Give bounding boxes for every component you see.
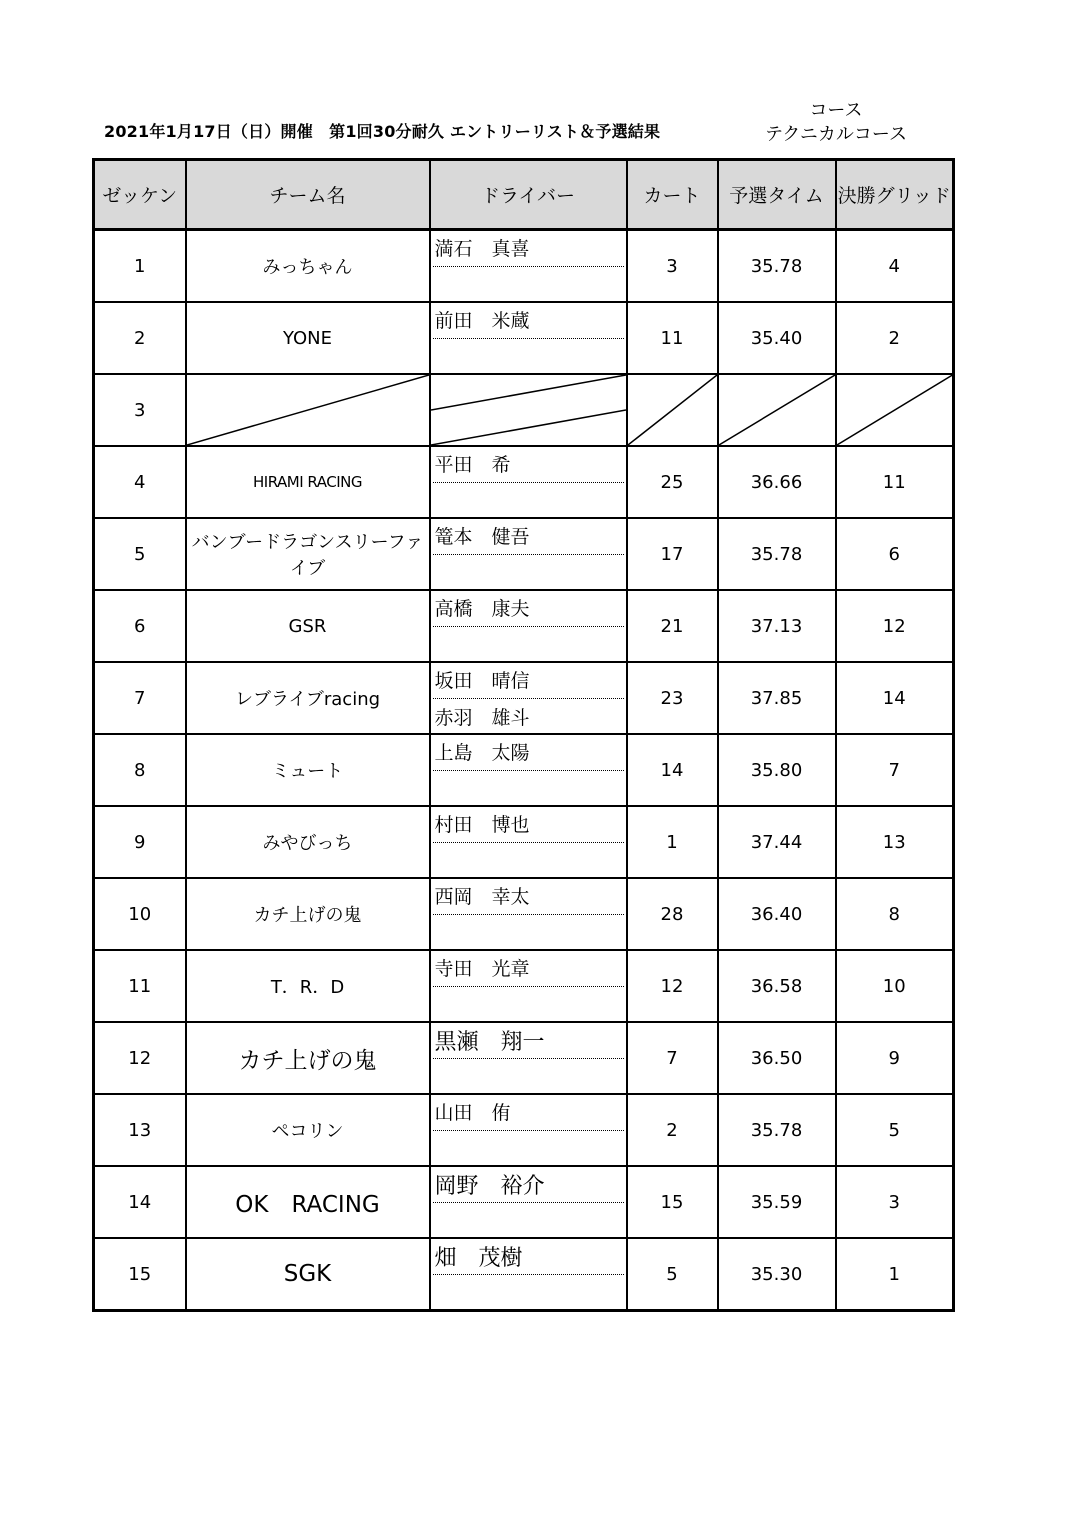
kart-number: 5 <box>627 1238 718 1311</box>
kart-number: 11 <box>627 302 718 374</box>
course-name: テクニカルコース <box>764 124 908 145</box>
driver-cell <box>430 806 627 878</box>
driver-name: 平田 希 <box>434 454 511 476</box>
entry-number: 5 <box>94 518 186 590</box>
col-header-qualifying-time: 予選タイム <box>718 160 836 230</box>
entry-number: 13 <box>94 1094 186 1166</box>
dotted-divider <box>433 338 624 339</box>
entry-number: 8 <box>94 734 186 806</box>
dotted-divider <box>433 554 624 555</box>
final-grid: 9 <box>836 1022 954 1094</box>
dotted-divider <box>433 482 624 483</box>
entry-number: 11 <box>94 950 186 1022</box>
dotted-divider <box>433 914 624 915</box>
strike-lines <box>719 375 835 445</box>
time-empty <box>718 374 836 446</box>
course-label: コース <box>809 100 863 121</box>
driver-name: 上島 太陽 <box>434 742 530 764</box>
team-name: バンブードラゴンスリーファイブ <box>186 518 430 590</box>
col-header-kart: カート <box>627 160 718 230</box>
table-row <box>94 374 954 446</box>
team-name: みっちゃん <box>186 230 430 303</box>
dotted-divider <box>433 698 624 699</box>
entry-number: 6 <box>94 590 186 662</box>
team-name: OK RACING <box>186 1166 430 1238</box>
col-header-driver: ドライバー <box>430 160 627 230</box>
kart-number: 15 <box>627 1166 718 1238</box>
qualifying-time: 36.50 <box>718 1022 836 1094</box>
final-grid: 2 <box>836 302 954 374</box>
final-grid: 4 <box>836 230 954 303</box>
qualifying-time: 37.44 <box>718 806 836 878</box>
team-name: YONE <box>186 302 430 374</box>
col-header-team: チーム名 <box>186 160 430 230</box>
dotted-divider <box>433 770 624 771</box>
kart-number: 1 <box>627 806 718 878</box>
driver-cell <box>430 1022 627 1094</box>
driver-name: 篭本 健吾 <box>434 526 530 548</box>
col-header-final-grid: 決勝グリッド <box>836 160 954 230</box>
dotted-divider <box>433 626 624 627</box>
header-row <box>94 160 954 230</box>
final-grid: 3 <box>836 1166 954 1238</box>
table-row <box>94 1094 954 1166</box>
grid-empty <box>836 374 954 446</box>
final-grid: 6 <box>836 518 954 590</box>
dotted-divider <box>433 1058 624 1059</box>
kart-number: 21 <box>627 590 718 662</box>
qualifying-time: 35.40 <box>718 302 836 374</box>
driver-cell <box>430 302 627 374</box>
kart-number: 25 <box>627 446 718 518</box>
driver-name: 岡野 裕介 <box>434 1174 545 1199</box>
entry-number: 12 <box>94 1022 186 1094</box>
final-grid: 11 <box>836 446 954 518</box>
entry-table <box>92 158 955 1312</box>
final-grid: 12 <box>836 590 954 662</box>
driver-name-2: 赤羽 雄斗 <box>434 707 530 729</box>
table-row <box>94 1022 954 1094</box>
driver-name: 満石 真喜 <box>434 238 530 260</box>
dotted-divider <box>433 1130 624 1131</box>
table-row <box>94 1166 954 1238</box>
strike-lines <box>187 375 429 445</box>
driver-cell <box>430 734 627 806</box>
team-name: ミュート <box>186 734 430 806</box>
table-row <box>94 950 954 1022</box>
driver-name: 坂田 晴信 <box>434 670 530 692</box>
table-row <box>94 734 954 806</box>
driver-name: 山田 侑 <box>434 1102 511 1124</box>
driver-cell <box>430 1094 627 1166</box>
qualifying-time: 35.59 <box>718 1166 836 1238</box>
entry-number: 9 <box>94 806 186 878</box>
driver-cell <box>430 1238 627 1311</box>
table-row <box>94 590 954 662</box>
final-grid: 1 <box>836 1238 954 1311</box>
driver-cell <box>430 878 627 950</box>
team-name: T．R．D <box>186 950 430 1022</box>
driver-empty <box>430 374 627 446</box>
driver-name: 寺田 光章 <box>434 958 530 980</box>
strike-lines <box>628 375 717 445</box>
dotted-divider <box>433 1202 624 1203</box>
entry-number: 15 <box>94 1238 186 1311</box>
driver-name: 高橋 康夫 <box>434 598 530 620</box>
table-row <box>94 446 954 518</box>
final-grid: 14 <box>836 662 954 734</box>
table-row <box>94 662 954 734</box>
table-row <box>94 1238 954 1311</box>
kart-number: 23 <box>627 662 718 734</box>
entry-number: 10 <box>94 878 186 950</box>
kart-number: 12 <box>627 950 718 1022</box>
final-grid: 13 <box>836 806 954 878</box>
kart-number: 14 <box>627 734 718 806</box>
driver-cell <box>430 518 627 590</box>
team-name-empty <box>186 374 430 446</box>
qualifying-time: 36.40 <box>718 878 836 950</box>
qualifying-time: 36.58 <box>718 950 836 1022</box>
qualifying-time: 36.66 <box>718 446 836 518</box>
team-name: カチ上げの鬼 <box>186 1022 430 1094</box>
kart-number: 3 <box>627 230 718 303</box>
driver-name: 西岡 幸太 <box>434 886 530 908</box>
driver-name: 前田 米蔵 <box>434 310 530 332</box>
table-row <box>94 878 954 950</box>
qualifying-time: 35.78 <box>718 1094 836 1166</box>
final-grid: 5 <box>836 1094 954 1166</box>
team-name: カチ上げの鬼 <box>186 878 430 950</box>
page-title: 2021年1月17日（日）開催 第1回30分耐久 エントリーリスト＆予選結果 <box>104 122 661 141</box>
qualifying-time: 35.78 <box>718 230 836 303</box>
entry-number: 1 <box>94 230 186 303</box>
team-name: HIRAMI RACING <box>186 446 430 518</box>
col-header-number: ゼッケン <box>94 160 186 230</box>
qualifying-time: 37.85 <box>718 662 836 734</box>
dotted-divider <box>433 986 624 987</box>
driver-cell <box>430 662 627 734</box>
course-info <box>748 99 924 147</box>
kart-number: 28 <box>627 878 718 950</box>
driver-cell <box>430 590 627 662</box>
driver-cell <box>430 950 627 1022</box>
entry-number: 2 <box>94 302 186 374</box>
team-name: GSR <box>186 590 430 662</box>
qualifying-time: 37.13 <box>718 590 836 662</box>
team-name: ペコリン <box>186 1094 430 1166</box>
table-row <box>94 806 954 878</box>
driver-cell <box>430 1166 627 1238</box>
entry-number: 14 <box>94 1166 186 1238</box>
kart-number: 17 <box>627 518 718 590</box>
kart-number: 2 <box>627 1094 718 1166</box>
table-row <box>94 302 954 374</box>
driver-cell <box>430 230 627 303</box>
qualifying-time: 35.78 <box>718 518 836 590</box>
strike-lines <box>837 375 953 445</box>
strike-lines <box>431 375 626 445</box>
final-grid: 10 <box>836 950 954 1022</box>
final-grid: 7 <box>836 734 954 806</box>
table-row <box>94 230 954 303</box>
table-row <box>94 518 954 590</box>
kart-empty <box>627 374 718 446</box>
driver-cell <box>430 446 627 518</box>
team-name: みやびっち <box>186 806 430 878</box>
qualifying-time: 35.30 <box>718 1238 836 1311</box>
dotted-divider <box>433 1274 624 1275</box>
driver-name: 黒瀬 翔一 <box>434 1030 545 1055</box>
team-name: レブライブracing <box>186 662 430 734</box>
qualifying-time: 35.80 <box>718 734 836 806</box>
dotted-divider <box>433 842 624 843</box>
driver-name: 村田 博也 <box>434 814 530 836</box>
entry-number: 3 <box>94 374 186 446</box>
entry-number: 7 <box>94 662 186 734</box>
entry-number: 4 <box>94 446 186 518</box>
team-name: SGK <box>186 1238 430 1311</box>
dotted-divider <box>433 266 624 267</box>
kart-number: 7 <box>627 1022 718 1094</box>
driver-name: 畑 茂樹 <box>434 1246 523 1271</box>
final-grid: 8 <box>836 878 954 950</box>
